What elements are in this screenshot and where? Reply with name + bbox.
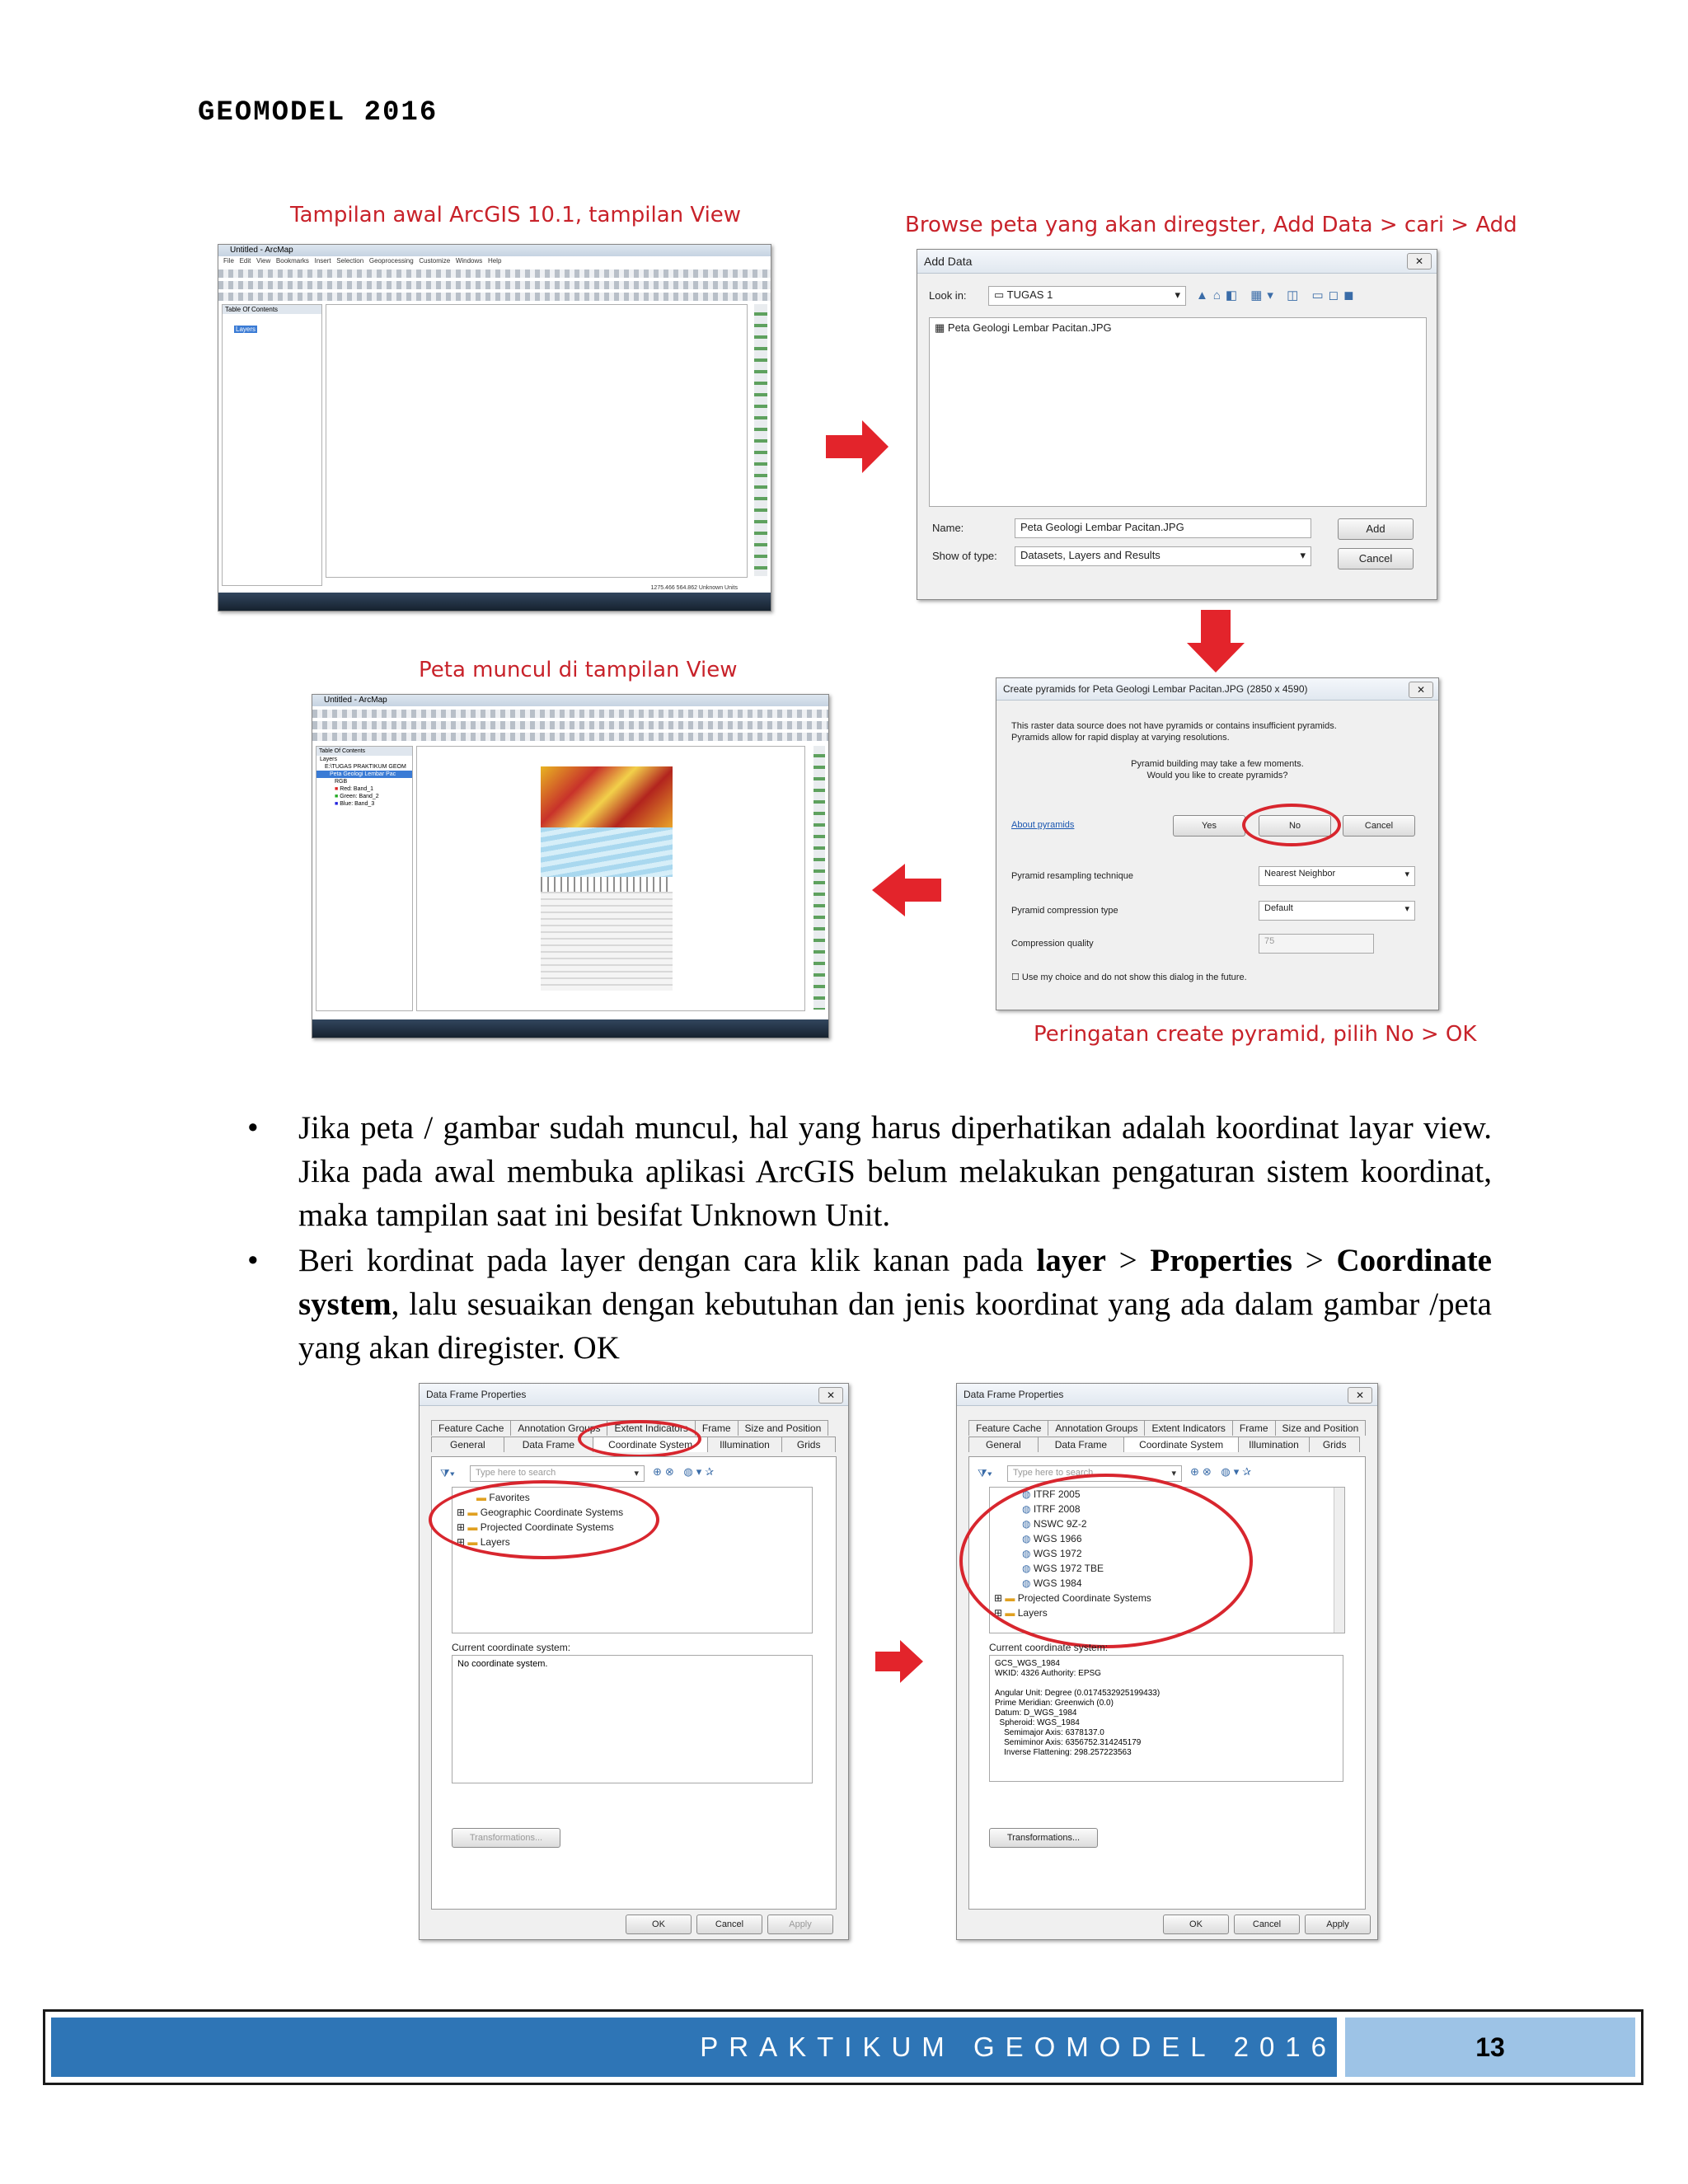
transformations-button[interactable]: Transformations... <box>989 1828 1098 1848</box>
arcmap-initial-screenshot <box>218 244 771 612</box>
tab-annotation-groups[interactable]: Annotation Groups <box>510 1420 607 1436</box>
bullet-icon: • <box>247 1243 259 1278</box>
dialog-title: Data Frame Properties ✕ <box>957 1384 1377 1406</box>
close-icon[interactable]: ✕ <box>1409 682 1433 698</box>
tree-item-geographic[interactable]: ⊞ ▬ Geographic Coordinate Systems <box>457 1507 624 1518</box>
highlight-coordinate-tab-ellipse <box>578 1420 701 1458</box>
tab-row <box>968 1436 1359 1452</box>
pyramid-message: Would you like to create pyramids? <box>1146 771 1288 780</box>
create-pyramids-dialog <box>996 677 1439 1010</box>
toc-item: ■ Red: Band_1 <box>335 786 374 792</box>
highlight-wgs-ellipse <box>959 1474 1253 1648</box>
tree-item[interactable]: ◍ WGS 1984 <box>1022 1577 1082 1589</box>
tree-item[interactable]: ◍ ITRF 2005 <box>1022 1488 1081 1500</box>
search-tools-icons[interactable]: ⊕⊗ ◍▾✰ <box>1190 1465 1255 1478</box>
quality-field[interactable]: 75 <box>1259 934 1374 954</box>
compression-label: Pyramid compression type <box>1011 906 1118 916</box>
toc-item: ■ Blue: Band_3 <box>335 801 375 807</box>
window-title: Untitled - ArcMap <box>312 695 828 706</box>
tree-item-layers[interactable]: ⊞ ▬ Layers <box>457 1536 510 1548</box>
dialog-title: Create pyramids for Peta Geologi Lembar Pacitan.JPG (2850 x 4590) ✕ <box>996 678 1438 701</box>
dialog-title: Add Data ✕ <box>917 250 1437 274</box>
tab-general[interactable]: General <box>968 1436 1039 1452</box>
show-of-type-label: Show of type: <box>932 550 997 562</box>
instruction-list <box>247 1106 1492 1370</box>
arrow-left-icon <box>872 864 941 916</box>
toc-item: ■ Green: Band_2 <box>335 794 379 799</box>
tab-general[interactable]: General <box>431 1436 504 1452</box>
tree-item-projected[interactable]: ⊞ ▬ Projected Coordinate Systems <box>457 1521 614 1533</box>
tree-item-favorites[interactable]: ▬ Favorites <box>476 1492 530 1503</box>
caption-add-data: Browse peta yang akan diregster, Add Data > cari > Add <box>905 213 1517 237</box>
compression-select[interactable]: Default ▾ <box>1259 901 1415 921</box>
tab-extent-indicators[interactable]: Extent Indicators <box>1144 1420 1232 1436</box>
tab-data-frame[interactable]: Data Frame <box>1038 1436 1124 1452</box>
window-title: Untitled - ArcMap <box>218 245 771 256</box>
tab-grids[interactable]: Grids <box>781 1436 837 1452</box>
toc-layers[interactable]: Layers <box>236 326 256 333</box>
transformations-button[interactable]: Transformations... <box>452 1828 560 1848</box>
tab-coordinate-system[interactable]: Coordinate System <box>593 1436 708 1452</box>
toolbar[interactable] <box>218 281 771 289</box>
pyramid-message: Pyramids allow for rapid display at varying resolutions. <box>1011 733 1230 743</box>
apply-button[interactable]: Apply <box>767 1915 833 1934</box>
tree-item-layers[interactable]: ⊞ ▬ Layers <box>994 1607 1048 1619</box>
close-icon[interactable]: ✕ <box>818 1387 843 1404</box>
tree-item[interactable]: ◍ ITRF 2008 <box>1022 1503 1081 1515</box>
search-input[interactable]: Type here to search ▾ <box>470 1465 645 1482</box>
name-field[interactable]: Peta Geologi Lembar Pacitan.JPG <box>1015 518 1311 538</box>
tab-coordinate-system[interactable]: Coordinate System <box>1123 1436 1239 1452</box>
toc-item[interactable]: E:\TUGAS PRAKTIKUM GEOM <box>325 764 406 770</box>
current-coordinate-box: GCS_WGS_1984 WKID: 4326 Authority: EPSG Angular Unit: Degree (0.0174532925199433) Prime Meridian: Greenwich (0.0) Datum: D_WGS_1984 Spheroid: WGS_1984 Semimajor Axis: 6378137.0 Semiminor Axis: 6356752.314245179 Inverse Flattening: 298.257223563 <box>989 1655 1343 1782</box>
resampling-select[interactable]: Nearest Neighbor ▾ <box>1259 866 1415 886</box>
windows-taskbar <box>218 593 771 611</box>
search-input[interactable]: Type here to search ▾ <box>1007 1465 1182 1482</box>
no-button[interactable]: No <box>1259 815 1331 837</box>
tree-scrollbar[interactable] <box>1334 1488 1344 1633</box>
toc-item[interactable]: Layers <box>320 757 338 762</box>
list-item: • Jika peta / gambar sudah muncul, hal yang harus diperhatikan adalah koordinat layar view. Jika pada awal membuka aplikasi ArcGIS belum melakukan pengaturan sistem koordinat, maka tampilan saat ini besifat Unknown Unit. <box>247 1106 1492 1237</box>
current-coordinate-label: Current coordinate system: <box>452 1642 571 1653</box>
tab-annotation-groups[interactable]: Annotation Groups <box>1048 1420 1145 1436</box>
caption-pyramid-warning: Peringatan create pyramid, pilih No > OK <box>1034 1022 1477 1047</box>
table-of-contents <box>316 746 413 1011</box>
vertical-toolbar[interactable] <box>754 304 767 576</box>
toolbar[interactable] <box>218 269 771 278</box>
apply-button[interactable]: Apply <box>1305 1915 1371 1934</box>
menu-bar: File Edit View Bookmarks Insert Selection Geoprocessing Customize Windows Help <box>223 257 502 265</box>
toc-item[interactable]: Peta Geologi Lembar Pac <box>316 771 412 778</box>
close-icon[interactable]: ✕ <box>1348 1387 1372 1404</box>
highlight-no-ellipse <box>1242 804 1341 846</box>
cancel-button[interactable]: Cancel <box>1343 815 1415 837</box>
arrow-down-icon <box>1187 610 1245 673</box>
toc-title: Table Of Contents <box>316 747 412 756</box>
yes-button[interactable]: Yes <box>1173 815 1245 837</box>
vertical-toolbar[interactable] <box>814 746 825 1010</box>
caption-map-appears: Peta muncul di tampilan View <box>419 658 738 682</box>
toolbar[interactable] <box>312 721 828 729</box>
tab-illumination[interactable]: Illumination <box>1238 1436 1310 1452</box>
arrow-right-icon <box>826 420 890 473</box>
tab-feature-cache[interactable]: Feature Cache <box>431 1420 511 1436</box>
map-view[interactable] <box>326 304 748 578</box>
footer-text: PRAKTIKUM GEOMODEL 2016 <box>700 2032 1337 2062</box>
caption-initial-view: Tampilan awal ArcGIS 10.1, tampilan View <box>290 203 742 227</box>
table-of-contents <box>222 304 322 586</box>
arrow-right-icon <box>875 1640 923 1683</box>
name-label: Name: <box>932 522 964 534</box>
tree-item[interactable]: ◍ WGS 1966 <box>1022 1533 1082 1544</box>
tree-item-projected[interactable]: ⊞ ▬ Projected Coordinate Systems <box>994 1592 1151 1604</box>
current-coordinate-value: No coordinate system. <box>457 1659 548 1669</box>
cancel-button[interactable]: Cancel <box>1338 548 1414 569</box>
look-in-label: Look in: <box>929 289 967 302</box>
filter-icon[interactable]: ⧩▾ <box>440 1467 455 1479</box>
tree-item[interactable]: ◍ NSWC 9Z-2 <box>1022 1518 1087 1530</box>
data-frame-properties-dialog-before <box>419 1383 849 1940</box>
bullet-icon: • <box>247 1110 259 1146</box>
current-coordinate-label: Current coordinate system: <box>989 1642 1109 1653</box>
tab-extent-indicators[interactable]: Extent Indicators <box>607 1420 695 1436</box>
map-view[interactable] <box>416 746 805 1011</box>
tab-panel <box>968 1456 1366 1910</box>
tab-data-frame[interactable]: Data Frame <box>504 1436 593 1452</box>
toc-item: RGB <box>335 779 348 785</box>
tab-size-position[interactable]: Size and Position <box>1275 1420 1367 1436</box>
ok-button[interactable]: OK <box>626 1915 692 1934</box>
toolbar-icons[interactable]: ▲⌂◧ ▦▾ ◫ ▭◻◼ <box>1196 288 1359 302</box>
pyramid-message: This raster data source does not have pyramids or contains insufficient pyramids. <box>1011 721 1337 731</box>
tab-size-position[interactable]: Size and Position <box>738 1420 829 1436</box>
cancel-button[interactable]: Cancel <box>696 1915 762 1934</box>
list-item: • Beri kordinat pada layer dengan cara klik kanan pada layer > Properties > Coordinate system, lalu sesuaikan dengan kebutuhan dan jenis koordinat yang ada dalam gambar /peta yang akan diregister. OK <box>247 1239 1492 1370</box>
page-number: 13 <box>1475 2032 1505 2062</box>
file-list[interactable] <box>929 317 1427 507</box>
tab-row <box>968 1420 1365 1436</box>
current-coordinate-box <box>452 1655 813 1783</box>
tab-grids[interactable]: Grids <box>1309 1436 1361 1452</box>
resampling-label: Pyramid resampling technique <box>1011 871 1133 881</box>
toolbar[interactable] <box>312 733 828 741</box>
toolbar[interactable] <box>312 710 828 718</box>
remember-choice-checkbox[interactable]: ☐ Use my choice and do not show this dialog in the future. <box>1011 972 1247 982</box>
cancel-button[interactable]: Cancel <box>1234 1915 1300 1934</box>
pyramid-message: Pyramid building may take a few moments. <box>1131 759 1304 769</box>
tab-frame[interactable]: Frame <box>1232 1420 1276 1436</box>
file-item[interactable]: ▦ Peta Geologi Lembar Pacitan.JPG <box>935 321 1112 334</box>
tree-item[interactable]: ◍ WGS 1972 <box>1022 1548 1082 1559</box>
status-bar: 1275.466 564.862 Unknown Units <box>650 585 738 591</box>
toolbar[interactable] <box>218 293 771 301</box>
toc-title: Table Of Contents <box>223 305 321 314</box>
arcmap-loaded-screenshot <box>312 694 829 1038</box>
look-in-select[interactable]: ▭ TUGAS 1 ▾ <box>988 286 1186 306</box>
data-frame-properties-dialog-after <box>956 1383 1378 1940</box>
filter-icon[interactable]: ⧩▾ <box>978 1467 992 1479</box>
about-pyramids-link[interactable]: About pyramids <box>1011 820 1075 830</box>
page-header-title: GEOMODEL 2016 <box>198 97 438 129</box>
show-of-type-select[interactable]: Datasets, Layers and Results ▾ <box>1015 546 1311 566</box>
geology-map-image <box>541 766 673 991</box>
add-data-dialog <box>917 249 1437 600</box>
windows-taskbar <box>312 1019 828 1038</box>
tree-item[interactable]: ◍ WGS 1972 TBE <box>1022 1563 1104 1574</box>
quality-label: Compression quality <box>1011 939 1094 949</box>
tab-frame[interactable]: Frame <box>695 1420 738 1436</box>
tab-illumination[interactable]: Illumination <box>707 1436 782 1452</box>
highlight-tree-ellipse <box>429 1480 659 1559</box>
tab-panel <box>431 1456 837 1910</box>
tab-feature-cache[interactable]: Feature Cache <box>968 1420 1048 1436</box>
close-icon[interactable]: ✕ <box>1407 253 1432 269</box>
search-tools-icons[interactable]: ⊕⊗ ◍▾✰ <box>653 1465 718 1478</box>
add-button[interactable]: Add <box>1338 518 1414 540</box>
ok-button[interactable]: OK <box>1163 1915 1229 1934</box>
dialog-title: Data Frame Properties ✕ <box>420 1384 848 1406</box>
